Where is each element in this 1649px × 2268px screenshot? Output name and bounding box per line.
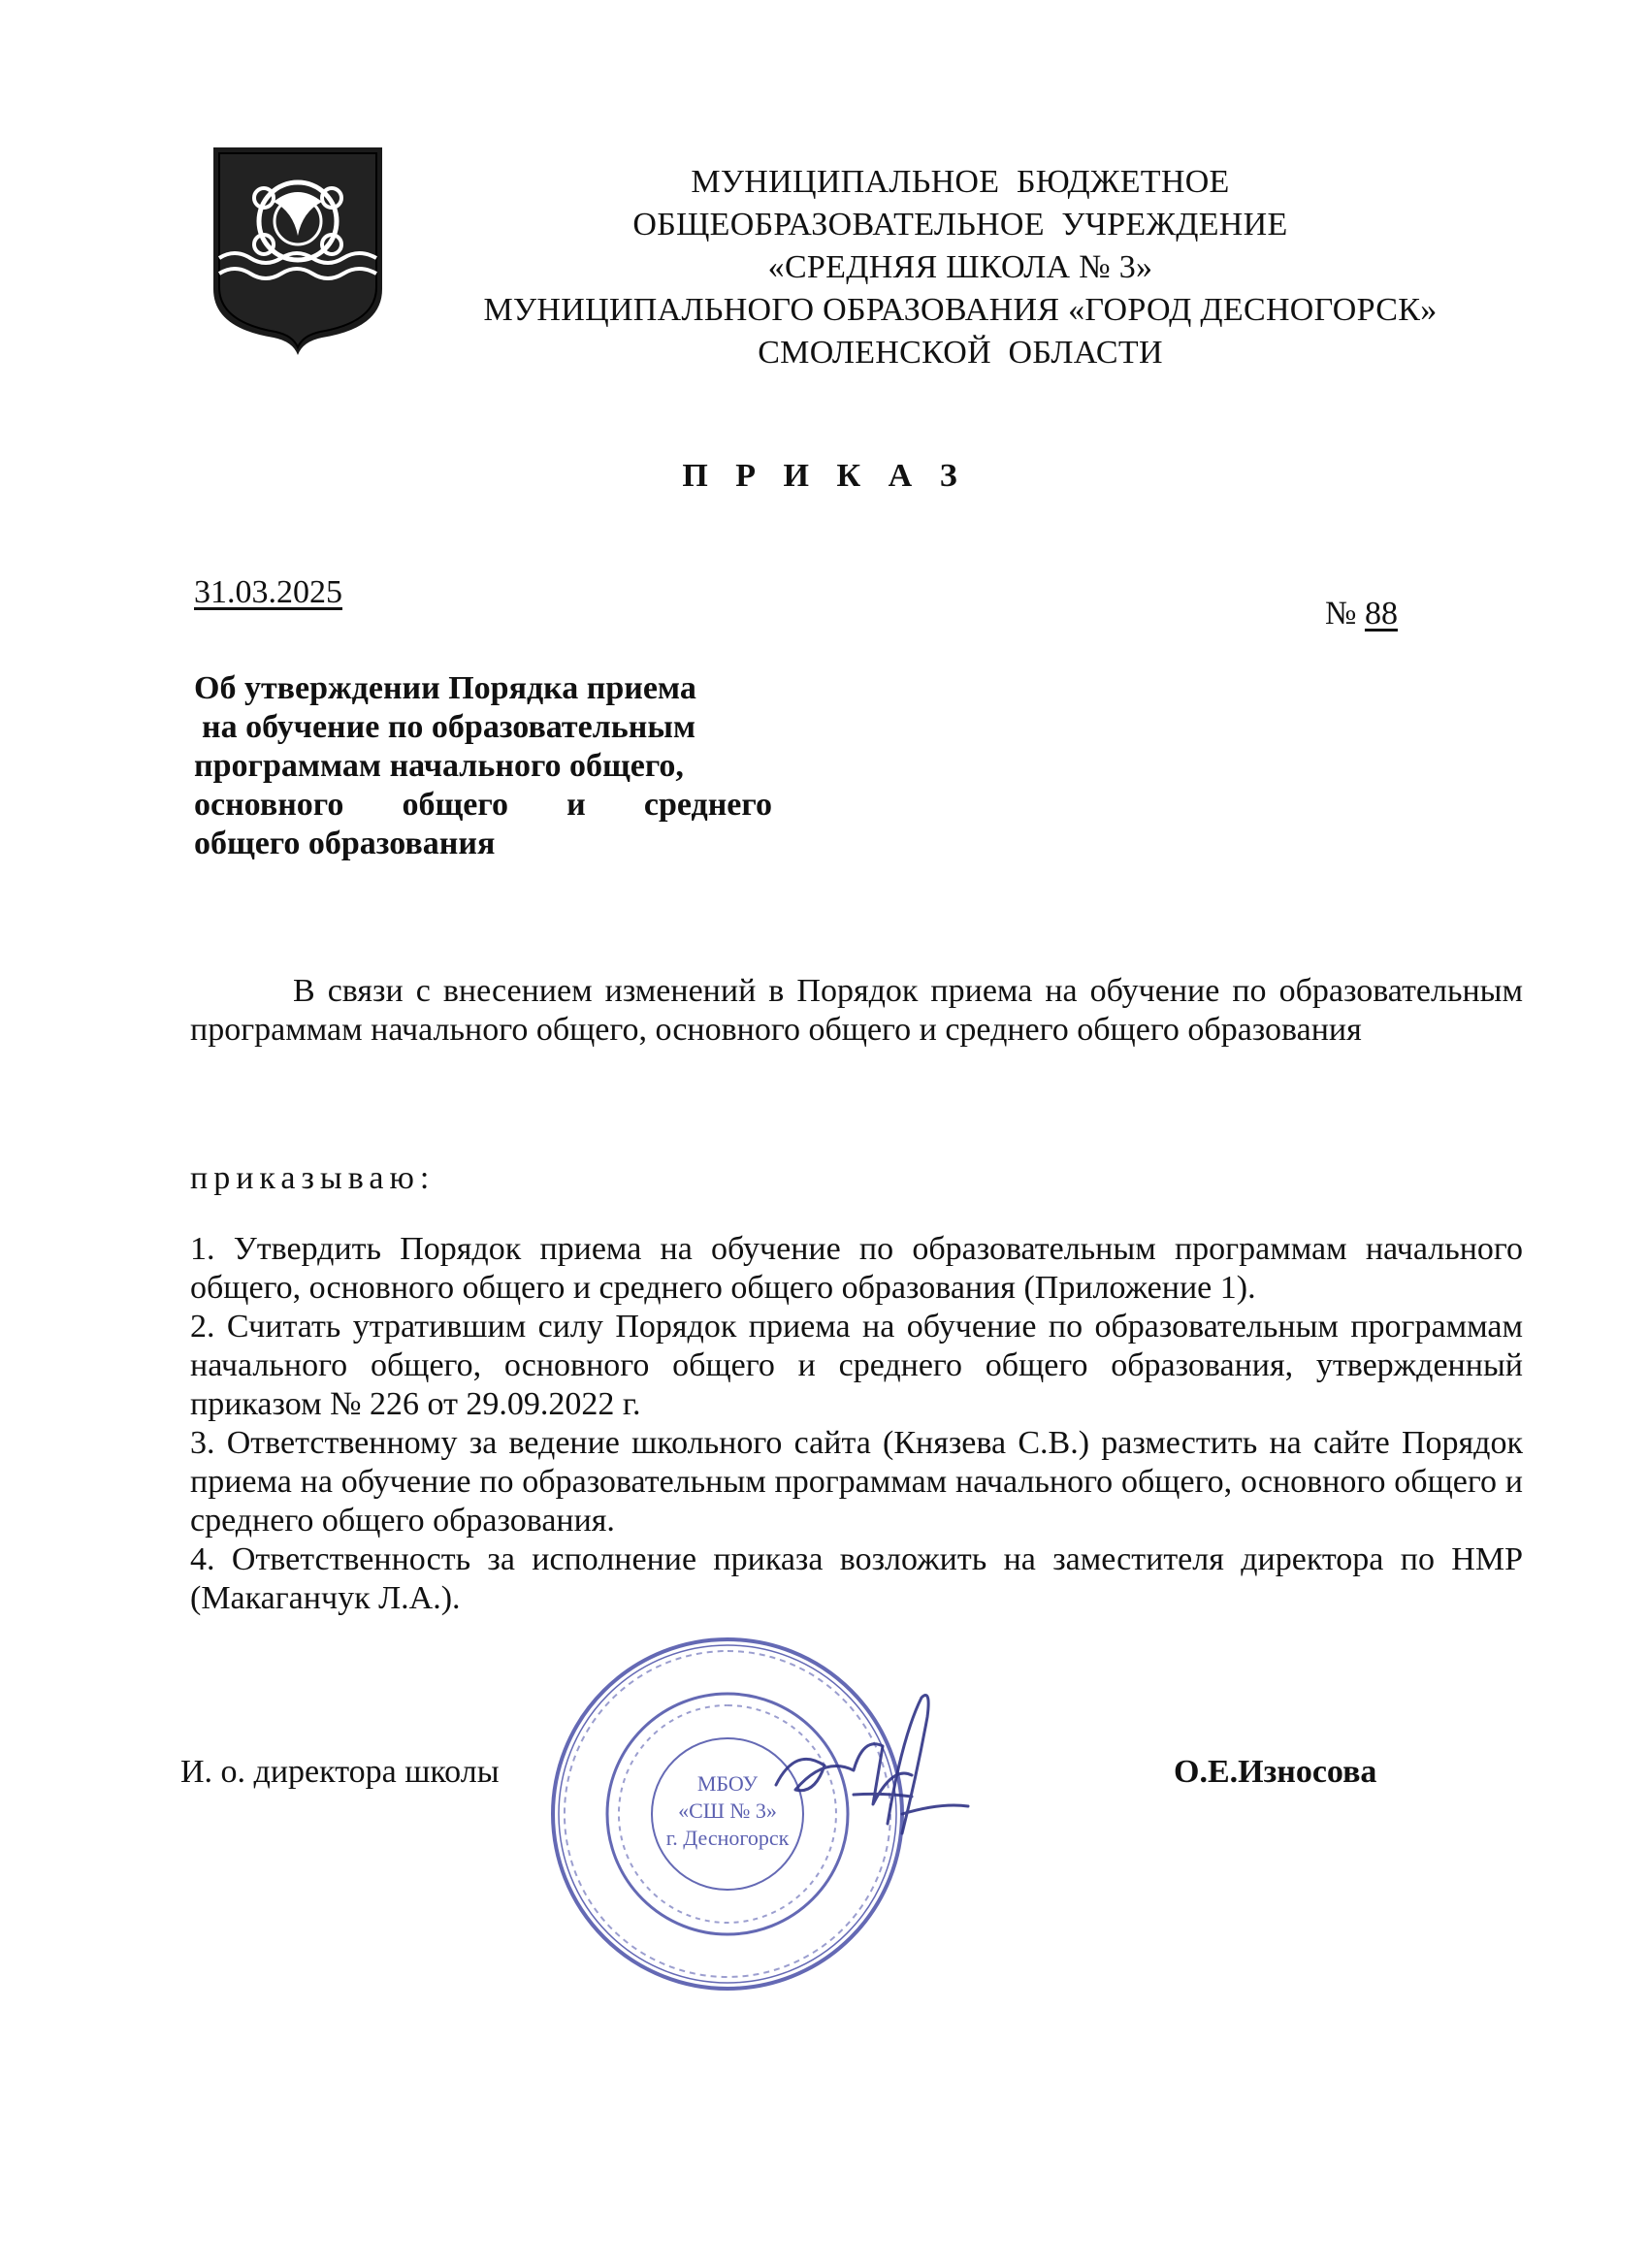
institution-header [388, 161, 1533, 374]
order-item-2: 2. Считать утратившим силу Порядок приема на обучение по образовательным программам начального общего, основного общего и среднего общего образования, утвержденный приказом № 226 от 29.09.2022 г. [190, 1309, 1523, 1422]
order-date: 31.03.2025 [194, 574, 342, 610]
handwritten-signature-icon [757, 1678, 970, 1853]
order-item-3: 3. Ответственному за ведение школьного сайта (Князева С.В.) разместить на сайте Порядок приема на обучение по образовательным программам начального общего, основного общего и среднего общего образования. [190, 1425, 1523, 1539]
order-number-prefix: № [1325, 596, 1357, 632]
subject-line-4: основного общего и среднего [194, 787, 772, 823]
signatory-name: О.Е.Износова [1174, 1754, 1377, 1790]
order-number [1325, 596, 1398, 632]
order-word: приказываю: [190, 1160, 436, 1196]
stamp-text-3: г. Десногорск [665, 1826, 790, 1850]
order-subject [194, 669, 772, 863]
stamp-text-1: МБОУ [696, 1771, 759, 1796]
header-line-1: МУНИЦИПАЛЬНОЕ БЮДЖЕТНОЕ [691, 164, 1230, 200]
document-title: П Р И К А З [682, 458, 967, 494]
coat-of-arms-icon [206, 144, 390, 357]
order-items [190, 1230, 1523, 1618]
signatory-position: И. о. директора школы [180, 1754, 500, 1790]
subject-line-1: Об утверждении Порядка приема [194, 670, 696, 706]
order-item-1: 1. Утвердить Порядок приема на обучение по образовательным программам начального общего, основного общего и среднего общего образования (Приложение 1). [190, 1231, 1523, 1306]
order-number-value: 88 [1364, 596, 1398, 632]
order-item-4: 4. Ответственность за исполнение приказа возложить на заместителя директора по НМР (Макаганчук Л.А.). [190, 1541, 1523, 1616]
preamble-paragraph: В связи с внесением изменений в Порядок приема на обучение по образовательным программам начального общего, основного общего и среднего общего образования [190, 973, 1523, 1048]
subject-line-3: программам начального общего, [194, 748, 684, 784]
header-line-4: МУНИЦИПАЛЬНОГО ОБРАЗОВАНИЯ «ГОРОД ДЕСНОГОРСК» [483, 292, 1438, 328]
header-line-5: СМОЛЕНСКОЙ ОБЛАСТИ [758, 335, 1163, 371]
subject-line-5: общего образования [194, 826, 496, 861]
header-line-2: ОБЩЕОБРАЗОВАТЕЛЬНОЕ УЧРЕЖДЕНИЕ [632, 207, 1288, 243]
stamp-text-2: «СШ № 3» [678, 1798, 777, 1823]
header-line-3: «СРЕДНЯЯ ШКОЛА № 3» [767, 249, 1153, 285]
subject-line-2: на обучение по образовательным [202, 709, 696, 745]
